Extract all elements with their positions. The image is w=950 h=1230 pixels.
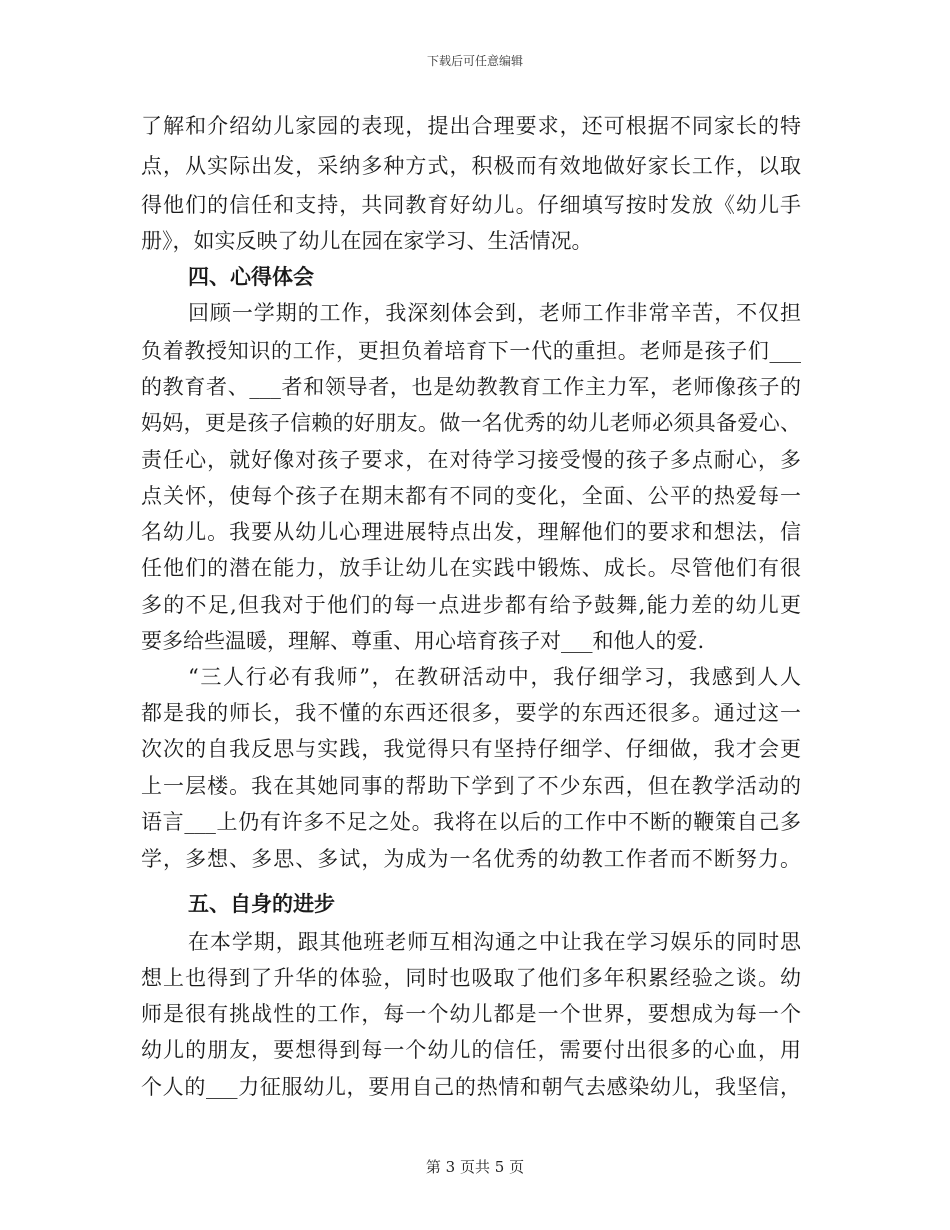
page-footer: 第 3 页共 5 页 <box>425 1158 525 1176</box>
text-line: 个人的___力征服幼儿，要用自己的热情和朝气去感染幼儿，我坚信， <box>141 1075 801 1099</box>
text-line: 多的不足,但我对于他们的每一点进步都有给予鼓舞,能力差的幼儿更 <box>141 593 801 617</box>
text-line: 师是很有挑战性的工作，每一个幼儿都是一个世界，要想成为每一个 <box>141 1002 801 1026</box>
page-header: 下载后可任意编辑 <box>426 54 523 68</box>
text-line: 的教育者、___者和领导者，也是幼教教育工作主力军，老师像孩子的 <box>141 375 801 399</box>
text-line: 都是我的师长，我不懂的东西还很多，要学的东西还很多。通过这一 <box>141 701 801 725</box>
text-line: 任他们的潜在能力，放手让幼儿在实践中锻炼、成长。尽管他们有很 <box>141 556 801 580</box>
text-line: 负着教授知识的工作，更担负着培育下一代的重担。老师是孩子们___ <box>141 339 801 363</box>
text-line: 次次的自我反思与实践，我觉得只有坚持仔细学、仔细做，我才会更 <box>141 737 801 761</box>
text-line: 了解和介绍幼儿家园的表现，提出合理要求，还可根据不同家长的特 <box>141 114 801 138</box>
section-heading: 五、自身的进步 <box>188 891 335 916</box>
section-heading: 四、心得体会 <box>188 264 314 289</box>
text-line: 上一层楼。我在其她同事的帮助下学到了不少东西，但在教学活动的 <box>141 774 801 798</box>
text-line: 语言___上仍有许多不足之处。我将在以后的工作中不断的鞭策自己多 <box>141 810 801 834</box>
text-line: 名幼儿。我要从幼儿心理进展特点出发，理解他们的要求和想法，信 <box>141 520 801 544</box>
text-line: 点，从实际出发，采纳多种方式，积极而有效地做好家长工作，以取 <box>141 154 801 178</box>
text-line: 点关怀，使每个孩子在期末都有不同的变化，全面、公平的热爱每一 <box>141 484 801 508</box>
text-line: 回顾一学期的工作，我深刻体会到，老师工作非常辛苦，不仅担 <box>188 301 801 325</box>
text-line: 册》，如实反映了幼儿在园在家学习、生活情况。 <box>141 229 593 253</box>
text-line: 幼儿的朋友，要想得到每一个幼儿的信任，需要付出很多的心血，用 <box>141 1038 801 1062</box>
text-line: 责任心，就好像对孩子要求，在对待学习接受慢的孩子多点耐心，多 <box>141 448 801 472</box>
text-line: 学，多想、多思、多试，为成为一名优秀的幼教工作者而不断努力。 <box>141 847 801 871</box>
text-line: 妈妈，更是孩子信赖的好朋友。做一名优秀的幼儿老师必须具备爱心、 <box>141 411 801 435</box>
text-line: “三人行必有我师”，在教研活动中，我仔细学习，我感到人人 <box>188 665 801 689</box>
text-line: 在本学期，跟其他班老师互相沟通之中让我在学习娱乐的同时思 <box>188 930 801 954</box>
text-line: 得他们的信任和支持，共同教育好幼儿。仔细填写按时发放《幼儿手 <box>141 193 801 217</box>
text-line: 要多给些温暖，理解、尊重、用心培育孩子对___和他人的爱. <box>141 629 705 653</box>
text-line: 想上也得到了升华的体验，同时也吸取了他们多年积累经验之谈。幼 <box>141 966 801 990</box>
